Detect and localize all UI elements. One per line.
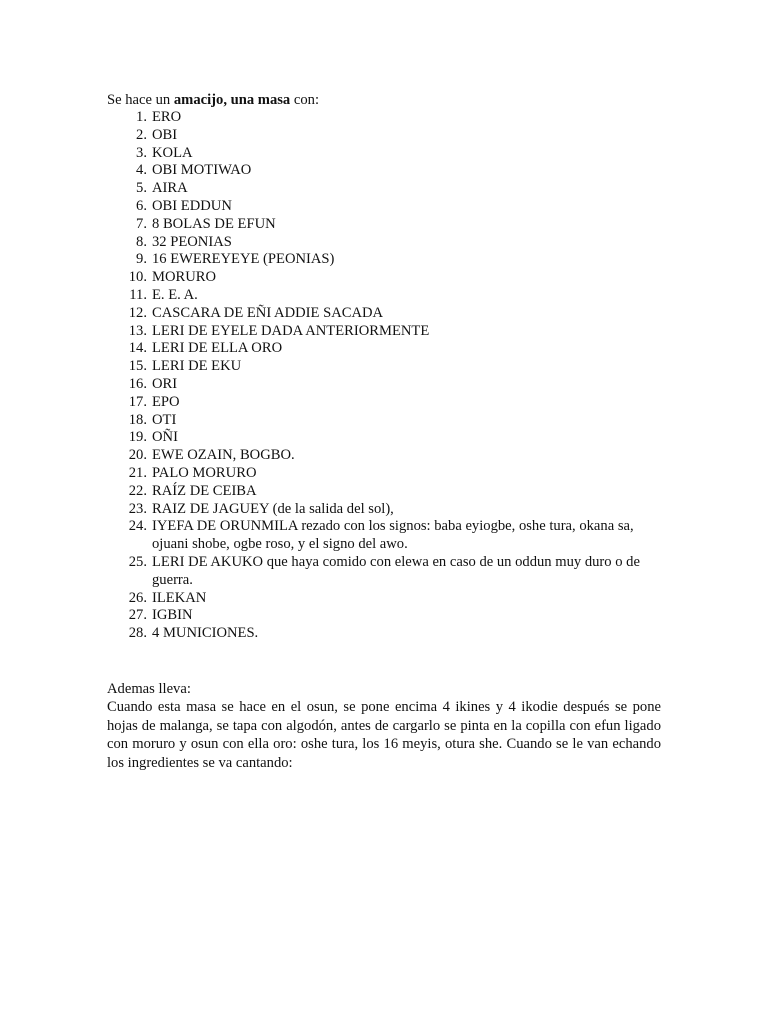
item-number: 6. (136, 197, 147, 214)
list-item (107, 234, 667, 252)
item-number: 26. (128, 589, 147, 606)
item-text: PALO MORURO (152, 464, 257, 481)
item-text: RAIZ DE JAGUEY (de la salida del sol), (152, 500, 394, 517)
item-text: ERO (152, 109, 182, 125)
item-number: 5. (136, 180, 147, 197)
item-text: CASCARA DE EÑI ADDIE SACADA (152, 304, 384, 321)
extra-paragraph: Cuando esta masa se hace en el osun, se pone encima 4 ikines y 4 ikodie después se pone hojas de malanga, se tapa con algodón, antes de cargarlo se pinta en la copilla con efun ligado con moruro y osun con ella oro: oshe tura, los 16 meyis, otura she. Cuando se le van echando los ingredientes se va cantando: (107, 699, 661, 771)
list-item (107, 162, 667, 180)
list-item (107, 394, 667, 412)
item-text: OTI (152, 411, 177, 428)
item-number: 28. (128, 625, 147, 642)
list-item (107, 376, 667, 394)
intro-suffix: con: (290, 92, 320, 108)
list-item (107, 590, 667, 608)
item-number: 9. (136, 251, 147, 268)
list-item (107, 216, 667, 234)
item-number: 24. (128, 518, 147, 535)
list-item (107, 305, 667, 323)
item-number: 11. (129, 286, 147, 303)
item-number: 20. (128, 447, 147, 464)
intro-bold: amacijo, una masa (173, 92, 291, 108)
item-number: 18. (128, 411, 147, 428)
list-item (107, 251, 667, 269)
intro-prefix: Se hace un (107, 92, 174, 108)
item-number: 1. (136, 109, 147, 125)
list-item (107, 465, 667, 483)
list-item (107, 198, 667, 216)
item-text: AIRA (152, 180, 188, 197)
list-item (107, 412, 667, 430)
list-item (107, 607, 667, 625)
item-text: 32 PEONIAS (152, 233, 232, 250)
item-text: OBI (152, 126, 178, 143)
item-text: IGBIN (152, 607, 193, 624)
item-number: 25. (128, 553, 147, 570)
item-number: 13. (128, 322, 147, 339)
item-text: OBI MOTIWAO (152, 162, 252, 179)
intro-line (107, 92, 319, 110)
list-item (107, 483, 667, 501)
item-number: 3. (136, 144, 147, 161)
list-item (107, 554, 667, 590)
item-text: ORI (152, 375, 178, 392)
item-text: ILEKAN (152, 589, 207, 606)
list-item (107, 358, 667, 376)
extra-heading: Ademas lleva: (107, 681, 191, 697)
item-text: RAÍZ DE CEIBA (152, 482, 257, 499)
extra-section (107, 680, 661, 772)
list-item (107, 323, 667, 341)
item-number: 7. (136, 215, 147, 232)
item-number: 17. (128, 393, 147, 410)
list-item (107, 340, 667, 358)
list-item (107, 109, 667, 127)
item-number: 19. (128, 429, 147, 446)
item-number: 14. (128, 340, 147, 357)
list-item (107, 269, 667, 287)
item-number: 15. (128, 358, 147, 375)
item-text: E. E. A. (152, 286, 198, 303)
list-item (107, 518, 667, 554)
list-item (107, 625, 667, 643)
item-text: EPO (152, 393, 180, 410)
item-number: 27. (128, 607, 147, 624)
item-text: 16 EWEREYEYE (PEONIAS) (152, 251, 335, 268)
item-number: 2. (136, 126, 147, 143)
item-text: KOLA (152, 144, 193, 161)
item-number: 21. (128, 464, 147, 481)
list-item (107, 287, 667, 305)
item-text: LERI DE AKUKO que haya comido con elewa en caso de un oddun muy duro o de guerra. (152, 553, 640, 588)
item-text: MORURO (152, 269, 217, 286)
item-text: OÑI (152, 429, 178, 446)
item-number: 23. (128, 500, 147, 517)
item-number: 8. (136, 233, 147, 250)
item-text: EWE OZAIN, BOGBO. (152, 447, 295, 464)
item-text: IYEFA DE ORUNMILA rezado con los signos: baba eyiogbe, oshe tura, okana sa, ojuani shobe, ogbe roso, y el signo del awo. (152, 518, 634, 553)
item-text: LERI DE EYELE DADA ANTERIORMENTE (152, 322, 430, 339)
list-item (107, 429, 667, 447)
list-item (107, 501, 667, 519)
item-text: 4 MUNICIONES. (152, 625, 259, 642)
list-item (107, 180, 667, 198)
item-number: 10. (128, 269, 147, 286)
list-item (107, 447, 667, 465)
item-number: 16. (128, 375, 147, 392)
item-text: 8 BOLAS DE EFUN (152, 215, 276, 232)
item-number: 12. (128, 304, 147, 321)
list-item (107, 127, 667, 145)
ingredient-list (107, 109, 667, 643)
item-text: LERI DE EKU (152, 358, 242, 375)
item-number: 22. (128, 482, 147, 499)
list-item (107, 145, 667, 163)
item-number: 4. (136, 162, 147, 179)
item-text: OBI EDDUN (152, 197, 232, 214)
item-text: LERI DE ELLA ORO (152, 340, 283, 357)
